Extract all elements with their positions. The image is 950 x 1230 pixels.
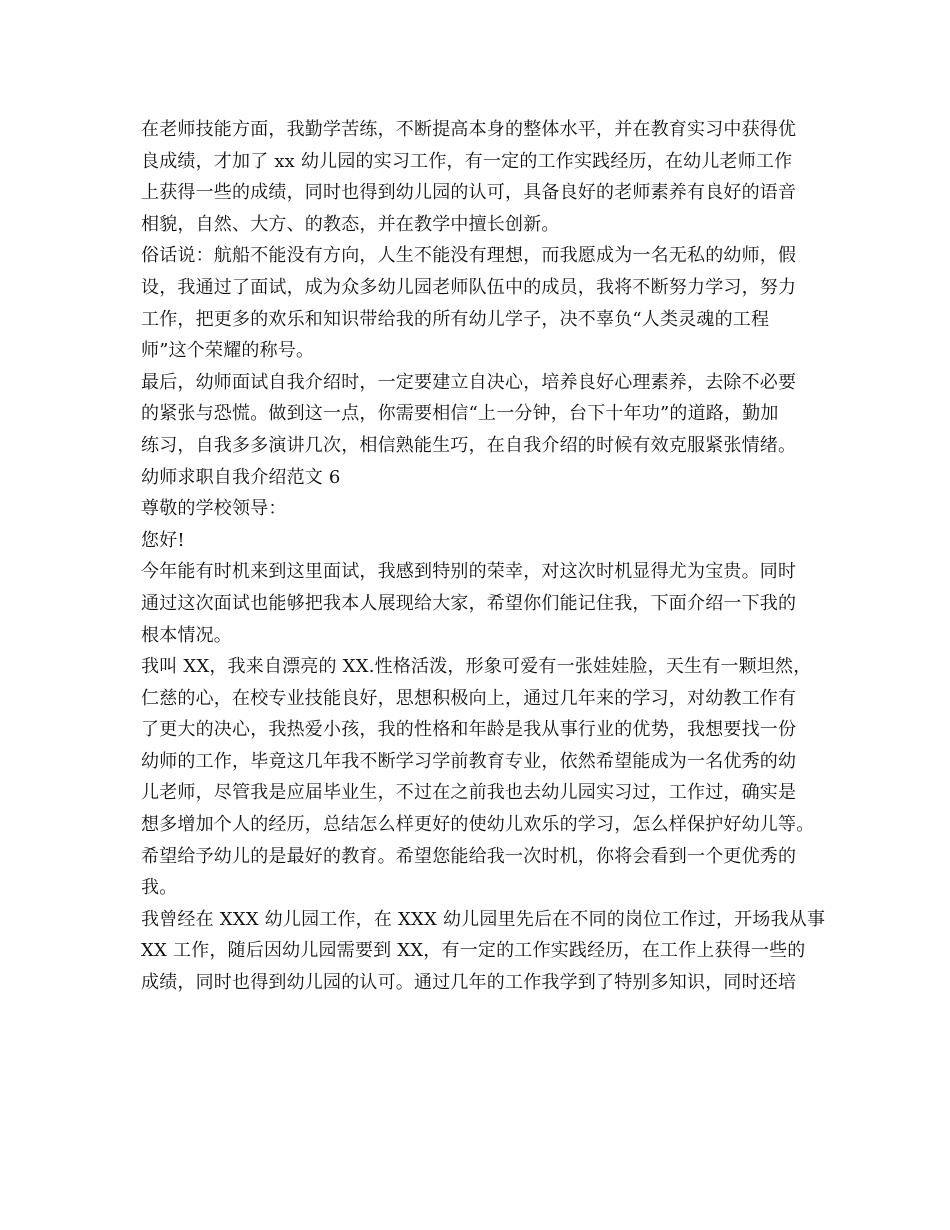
text-line: 我曾经在 XXX 幼儿园工作，在 XXX 幼儿园里先后在不同的岗位工作过，开场我从事 <box>141 908 826 930</box>
text-line: 儿老师，尽管我是应届毕业生，不过在之前我也去幼儿园实习过，工作过，确实是 <box>141 782 797 804</box>
text-line: 今年能有时机来到这里面试，我感到特别的荣幸，对这次时机显得尤为宝贵。同时 <box>141 561 797 583</box>
text-line: 的紧张与恐慌。做到这一点，你需要相信“上一分钟，台下十年功”的道路，勤加 <box>141 403 779 425</box>
text-line: 相貌，自然、大方、的教态，并在教学中擅长创新。 <box>141 213 560 235</box>
greeting: 您好! <box>141 529 185 551</box>
text-line: 俗话说：航船不能没有方向，人生不能没有理想，而我愿成为一名无私的幼师，假 <box>141 245 797 267</box>
text-line: 成绩，同时也得到幼儿园的认可。通过几年的工作我学到了特别多知识，同时还培 <box>141 972 797 994</box>
section-heading: 幼师求职自我介绍范文 6 <box>141 466 341 488</box>
text-line: 最后，幼师面试自我介绍时，一定要建立自决心，培养良好心理素养，去除不必要 <box>141 371 797 393</box>
text-line: 上获得一些的成绩，同时也得到幼儿园的认可，具备良好的老师素养有良好的语音 <box>141 182 797 204</box>
text-line: 了更大的决心，我热爱小孩，我的性格和年龄是我从事行业的优势，我想要找一份 <box>141 719 797 741</box>
document-body <box>141 114 841 999</box>
text-line: XX 工作，随后因幼儿园需要到 XX，有一定的工作实践经历，在工作上获得一些的 <box>141 940 806 962</box>
text-line: 在老师技能方面，我勤学苦练，不断提高本身的整体水平，并在教育实习中获得优 <box>141 119 797 140</box>
text-line: 练习，自我多多演讲几次，相信熟能生巧，在自我介绍的时候有效克服紧张情绪。 <box>141 434 797 456</box>
text-line: 我叫 XX，我来自漂亮的 XX.性格活泼，形象可爱有一张娃娃脸，天生有一颗坦然， <box>141 656 812 678</box>
text-line: 根本情况。 <box>141 624 232 646</box>
text-line: 工作，把更多的欢乐和知识带给我的所有幼儿学子，决不辜负“人类灵魂的工程 <box>141 308 770 330</box>
salutation: 尊敬的学校领导： <box>141 498 287 520</box>
text-line: 设，我通过了面试，成为众多幼儿园老师队伍中的成员，我将不断努力学习，努力 <box>141 276 797 298</box>
text-line: 我。 <box>141 877 178 899</box>
text-line: 想多增加个人的经历，总结怎么样更好的使幼儿欢乐的学习，怎么样保护好幼儿等。 <box>141 814 815 836</box>
text-line: 仁慈的心，在校专业技能良好，思想积极向上，通过几年来的学习，对幼教工作有 <box>141 687 797 709</box>
text-line: 幼师的工作，毕竟这几年我不断学习学前教育专业，依然希望能成为一名优秀的幼 <box>141 750 797 772</box>
text-line: 希望给予幼儿的是最好的教育。希望您能给我一次时机，你将会看到一个更优秀的 <box>141 845 797 867</box>
text-line: 通过这次面试也能够把我本人展现给大家，希望你们能记住我，下面介绍一下我的 <box>141 592 797 614</box>
text-line: 良成绩，才加了 xx 幼儿园的实习工作，有一定的工作实践经历，在幼儿老师工作 <box>141 150 793 172</box>
text-line: 师”这个荣耀的称号。 <box>141 340 315 362</box>
